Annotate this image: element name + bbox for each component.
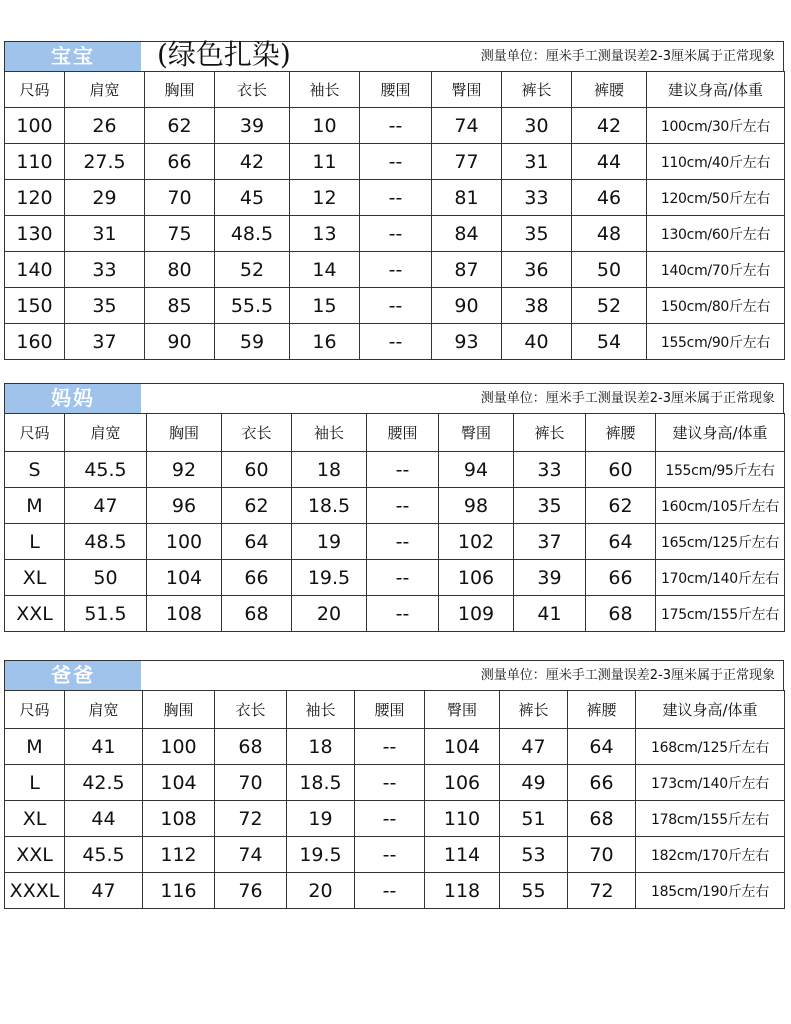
measurement-cell: 19.5 xyxy=(292,560,367,596)
measurement-cell: 98 xyxy=(439,488,514,524)
measurement-cell: 102 xyxy=(439,524,514,560)
measurement-cell: 50 xyxy=(65,560,147,596)
measurement-note: 测量单位：厘米手工测量误差2-3厘米属于正常现象 xyxy=(480,668,775,683)
column-header: 臀围 xyxy=(439,414,514,452)
measurement-cell: 20 xyxy=(287,873,355,909)
measurement-cell: 109 xyxy=(439,596,514,632)
suggestion-cell: 130cm/60斤左右 xyxy=(647,216,785,252)
size-cell: 110 xyxy=(5,144,65,180)
size-cell: L xyxy=(5,765,65,801)
measurement-cell: 54 xyxy=(572,324,647,360)
size-chart-dad xyxy=(4,660,784,909)
table-row xyxy=(5,180,785,216)
measurement-cell: 66 xyxy=(568,765,636,801)
measurement-cell: 60 xyxy=(586,452,656,488)
table-row xyxy=(5,729,785,765)
measurement-cell: -- xyxy=(360,252,432,288)
table-row xyxy=(5,144,785,180)
measurement-cell: 84 xyxy=(432,216,502,252)
measurement-cell: 66 xyxy=(586,560,656,596)
suggestion-cell: 120cm/50斤左右 xyxy=(647,180,785,216)
measurement-cell: 35 xyxy=(65,288,145,324)
measurement-cell: 50 xyxy=(572,252,647,288)
measurement-cell: 106 xyxy=(425,765,500,801)
measurement-cell: 37 xyxy=(514,524,586,560)
measurement-cell: -- xyxy=(360,108,432,144)
measurement-cell: 47 xyxy=(65,873,143,909)
size-cell: 100 xyxy=(5,108,65,144)
size-cell: M xyxy=(5,729,65,765)
measurement-cell: 64 xyxy=(586,524,656,560)
table-row xyxy=(5,524,785,560)
measurement-cell: 74 xyxy=(215,837,287,873)
column-header: 肩宽 xyxy=(65,414,147,452)
measurement-note: 测量单位：厘米手工测量误差2-3厘米属于正常现象 xyxy=(480,391,775,406)
measurement-cell: 40 xyxy=(502,324,572,360)
measurement-cell: 44 xyxy=(65,801,143,837)
measurement-cell: 64 xyxy=(568,729,636,765)
measurement-cell: 39 xyxy=(215,108,290,144)
measurement-cell: 51.5 xyxy=(65,596,147,632)
measurement-cell: 19 xyxy=(292,524,367,560)
measurement-cell: 114 xyxy=(425,837,500,873)
column-header: 建议身高/体重 xyxy=(636,691,785,729)
measurement-cell: -- xyxy=(367,488,439,524)
measurement-cell: 110 xyxy=(425,801,500,837)
section-tag: 宝宝 xyxy=(5,42,141,71)
column-header: 裤腰 xyxy=(568,691,636,729)
measurement-cell: 68 xyxy=(586,596,656,632)
table-row xyxy=(5,801,785,837)
column-header: 建议身高/体重 xyxy=(647,72,785,108)
measurement-cell: 90 xyxy=(432,288,502,324)
column-header: 胸围 xyxy=(143,691,215,729)
measurement-cell: 90 xyxy=(145,324,215,360)
measurement-cell: 31 xyxy=(502,144,572,180)
suggestion-cell: 155cm/90斤左右 xyxy=(647,324,785,360)
measurement-cell: 33 xyxy=(502,180,572,216)
measurement-cell: 36 xyxy=(502,252,572,288)
measurement-cell: 16 xyxy=(290,324,360,360)
suggestion-cell: 160cm/105斤左右 xyxy=(656,488,785,524)
measurement-cell: 52 xyxy=(572,288,647,324)
size-cell: 150 xyxy=(5,288,65,324)
section-tag: 爸爸 xyxy=(5,661,141,690)
table-row xyxy=(5,596,785,632)
measurement-cell: 52 xyxy=(215,252,290,288)
measurement-cell: 94 xyxy=(439,452,514,488)
measurement-cell: 45.5 xyxy=(65,452,147,488)
column-header: 尺码 xyxy=(5,691,65,729)
measurement-cell: 59 xyxy=(215,324,290,360)
measurement-cell: 26 xyxy=(65,108,145,144)
measurement-cell: 93 xyxy=(432,324,502,360)
measurement-cell: 42 xyxy=(572,108,647,144)
measurement-cell: 55 xyxy=(500,873,568,909)
measurement-cell: 70 xyxy=(568,837,636,873)
column-header: 衣长 xyxy=(215,691,287,729)
column-header: 腰围 xyxy=(355,691,425,729)
header-row xyxy=(5,414,785,452)
table-row xyxy=(5,765,785,801)
measurement-cell: 80 xyxy=(145,252,215,288)
measurement-cell: 55.5 xyxy=(215,288,290,324)
suggestion-cell: 170cm/140斤左右 xyxy=(656,560,785,596)
measurement-cell: 92 xyxy=(147,452,222,488)
header-row xyxy=(5,691,785,729)
measurement-cell: 104 xyxy=(143,765,215,801)
measurement-cell: -- xyxy=(367,596,439,632)
measurement-cell: 11 xyxy=(290,144,360,180)
measurement-cell: 18 xyxy=(292,452,367,488)
suggestion-cell: 178cm/155斤左右 xyxy=(636,801,785,837)
column-header: 臀围 xyxy=(425,691,500,729)
measurement-cell: -- xyxy=(355,837,425,873)
measurement-cell: 51 xyxy=(500,801,568,837)
column-header: 尺码 xyxy=(5,414,65,452)
size-cell: XXXL xyxy=(5,873,65,909)
suggestion-cell: 165cm/125斤左右 xyxy=(656,524,785,560)
measurement-cell: 62 xyxy=(586,488,656,524)
measurement-cell: 76 xyxy=(215,873,287,909)
suggestion-cell: 182cm/170斤左右 xyxy=(636,837,785,873)
measurement-cell: 29 xyxy=(65,180,145,216)
measurement-cell: -- xyxy=(367,452,439,488)
size-cell: 130 xyxy=(5,216,65,252)
measurement-cell: -- xyxy=(367,560,439,596)
measurement-cell: 112 xyxy=(143,837,215,873)
size-cell: M xyxy=(5,488,65,524)
column-header: 裤长 xyxy=(500,691,568,729)
measurement-cell: 49 xyxy=(500,765,568,801)
measurement-note: 测量单位：厘米手工测量误差2-3厘米属于正常现象 xyxy=(480,49,775,64)
suggestion-cell: 175cm/155斤左右 xyxy=(656,596,785,632)
column-header: 袖长 xyxy=(290,72,360,108)
measurement-cell: 60 xyxy=(222,452,292,488)
measurement-cell: 19 xyxy=(287,801,355,837)
table-row xyxy=(5,288,785,324)
size-cell: XL xyxy=(5,801,65,837)
section-title-bar xyxy=(4,660,784,690)
column-header: 袖长 xyxy=(287,691,355,729)
measurement-cell: 20 xyxy=(292,596,367,632)
measurement-cell: 48.5 xyxy=(65,524,147,560)
size-cell: 140 xyxy=(5,252,65,288)
measurement-cell: 47 xyxy=(65,488,147,524)
section-tag: 妈妈 xyxy=(5,384,141,413)
measurement-cell: -- xyxy=(367,524,439,560)
measurement-cell: 46 xyxy=(572,180,647,216)
table-row xyxy=(5,324,785,360)
section-title-bar xyxy=(4,38,784,71)
table-row xyxy=(5,560,785,596)
column-header: 裤长 xyxy=(514,414,586,452)
column-header: 臀围 xyxy=(432,72,502,108)
measurement-cell: 45.5 xyxy=(65,837,143,873)
measurement-cell: -- xyxy=(360,180,432,216)
measurement-cell: -- xyxy=(355,765,425,801)
measurement-cell: 38 xyxy=(502,288,572,324)
measurement-cell: -- xyxy=(355,873,425,909)
column-header: 裤长 xyxy=(502,72,572,108)
measurement-cell: -- xyxy=(355,801,425,837)
table-row xyxy=(5,452,785,488)
suggestion-cell: 155cm/95斤左右 xyxy=(656,452,785,488)
table-row xyxy=(5,873,785,909)
suggestion-cell: 168cm/125斤左右 xyxy=(636,729,785,765)
measurement-cell: 48 xyxy=(572,216,647,252)
measurement-cell: 33 xyxy=(65,252,145,288)
measurement-cell: 42.5 xyxy=(65,765,143,801)
column-header: 胸围 xyxy=(145,72,215,108)
measurement-cell: 39 xyxy=(514,560,586,596)
column-header: 尺码 xyxy=(5,72,65,108)
table-row xyxy=(5,488,785,524)
suggestion-cell: 185cm/190斤左右 xyxy=(636,873,785,909)
suggestion-cell: 100cm/30斤左右 xyxy=(647,108,785,144)
measurement-cell: 116 xyxy=(143,873,215,909)
measurement-cell: 41 xyxy=(514,596,586,632)
suggestion-cell: 140cm/70斤左右 xyxy=(647,252,785,288)
measurement-cell: 100 xyxy=(143,729,215,765)
measurement-cell: 31 xyxy=(65,216,145,252)
measurement-cell: 14 xyxy=(290,252,360,288)
column-header: 袖长 xyxy=(292,414,367,452)
column-header: 胸围 xyxy=(147,414,222,452)
measurement-cell: 85 xyxy=(145,288,215,324)
size-table xyxy=(4,71,785,360)
measurement-cell: 45 xyxy=(215,180,290,216)
measurement-cell: 12 xyxy=(290,180,360,216)
measurement-cell: 41 xyxy=(65,729,143,765)
measurement-cell: 30 xyxy=(502,108,572,144)
size-cell: XXL xyxy=(5,837,65,873)
column-header: 衣长 xyxy=(222,414,292,452)
table-row xyxy=(5,216,785,252)
header-row xyxy=(5,72,785,108)
measurement-cell: 72 xyxy=(215,801,287,837)
size-cell: L xyxy=(5,524,65,560)
measurement-cell: 27.5 xyxy=(65,144,145,180)
measurement-cell: 53 xyxy=(500,837,568,873)
measurement-cell: 68 xyxy=(222,596,292,632)
measurement-cell: 81 xyxy=(432,180,502,216)
size-cell: XL xyxy=(5,560,65,596)
column-header: 衣长 xyxy=(215,72,290,108)
measurement-cell: 96 xyxy=(147,488,222,524)
measurement-cell: -- xyxy=(360,216,432,252)
measurement-cell: 118 xyxy=(425,873,500,909)
measurement-cell: 62 xyxy=(222,488,292,524)
measurement-cell: 68 xyxy=(568,801,636,837)
column-header: 裤腰 xyxy=(572,72,647,108)
measurement-cell: 44 xyxy=(572,144,647,180)
suggestion-cell: 173cm/140斤左右 xyxy=(636,765,785,801)
measurement-cell: 47 xyxy=(500,729,568,765)
column-header: 肩宽 xyxy=(65,72,145,108)
measurement-cell: 62 xyxy=(145,108,215,144)
measurement-cell: 37 xyxy=(65,324,145,360)
column-header: 腰围 xyxy=(367,414,439,452)
measurement-cell: 104 xyxy=(147,560,222,596)
measurement-cell: 18 xyxy=(287,729,355,765)
column-header: 腰围 xyxy=(360,72,432,108)
size-cell: 120 xyxy=(5,180,65,216)
measurement-cell: 15 xyxy=(290,288,360,324)
size-cell: 160 xyxy=(5,324,65,360)
measurement-cell: 106 xyxy=(439,560,514,596)
measurement-cell: 42 xyxy=(215,144,290,180)
measurement-cell: -- xyxy=(360,144,432,180)
size-chart-baby xyxy=(4,38,784,360)
size-cell: XXL xyxy=(5,596,65,632)
measurement-cell: 75 xyxy=(145,216,215,252)
suggestion-cell: 150cm/80斤左右 xyxy=(647,288,785,324)
table-row xyxy=(5,252,785,288)
measurement-cell: 72 xyxy=(568,873,636,909)
measurement-cell: 100 xyxy=(147,524,222,560)
measurement-cell: 108 xyxy=(147,596,222,632)
measurement-cell: 10 xyxy=(290,108,360,144)
measurement-cell: 77 xyxy=(432,144,502,180)
measurement-cell: -- xyxy=(360,288,432,324)
column-header: 肩宽 xyxy=(65,691,143,729)
measurement-cell: 19.5 xyxy=(287,837,355,873)
measurement-cell: 13 xyxy=(290,216,360,252)
measurement-cell: 35 xyxy=(514,488,586,524)
measurement-cell: 18.5 xyxy=(292,488,367,524)
section-title-bar xyxy=(4,383,784,413)
measurement-cell: 48.5 xyxy=(215,216,290,252)
size-cell: S xyxy=(5,452,65,488)
color-variant-label: (绿色扎染) xyxy=(157,38,291,71)
measurement-cell: 87 xyxy=(432,252,502,288)
table-row xyxy=(5,108,785,144)
measurement-cell: 35 xyxy=(502,216,572,252)
measurement-cell: 68 xyxy=(215,729,287,765)
measurement-cell: 64 xyxy=(222,524,292,560)
measurement-cell: 66 xyxy=(222,560,292,596)
measurement-cell: 18.5 xyxy=(287,765,355,801)
measurement-cell: -- xyxy=(355,729,425,765)
table-row xyxy=(5,837,785,873)
measurement-cell: 70 xyxy=(215,765,287,801)
measurement-cell: 70 xyxy=(145,180,215,216)
column-header: 建议身高/体重 xyxy=(656,414,785,452)
measurement-cell: 104 xyxy=(425,729,500,765)
measurement-cell: 66 xyxy=(145,144,215,180)
size-table xyxy=(4,690,785,909)
measurement-cell: 33 xyxy=(514,452,586,488)
measurement-cell: -- xyxy=(360,324,432,360)
measurement-cell: 74 xyxy=(432,108,502,144)
size-chart-mom xyxy=(4,383,784,632)
measurement-cell: 108 xyxy=(143,801,215,837)
column-header: 裤腰 xyxy=(586,414,656,452)
size-table xyxy=(4,413,785,632)
suggestion-cell: 110cm/40斤左右 xyxy=(647,144,785,180)
